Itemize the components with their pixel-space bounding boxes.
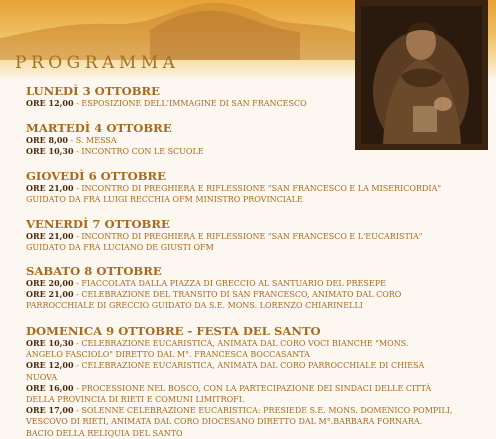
schedule-line [26, 135, 488, 146]
day-block-tuesday [26, 121, 488, 157]
event-text: - CELEBRAZIONE DEL TRANSITO DI SAN FRANCESCO, ANIMATO DAL CORO [73, 290, 402, 300]
event-time: ORE 17,00 [26, 405, 74, 416]
event-text: - INCONTRO CON LE SCUOLE [73, 147, 204, 157]
schedule-line [26, 349, 488, 360]
day-title: SABATO 8 OTTOBRE [26, 264, 162, 278]
schedule-line [26, 428, 488, 439]
schedule-line [26, 278, 488, 289]
event-text: PARROCCHIALE DI GRECCIO GUIDATO DA S.E. MONS. LORENZO CHIARINELLI [26, 301, 363, 311]
event-time: ORE 16,00 [26, 382, 74, 393]
day-block-thursday [26, 169, 488, 205]
event-text: ANGELO FASCIOLO" DIRETTO DAL M°. FRANCESCA BOCCASANTA [26, 350, 310, 360]
event-text: VESCOVO DI RIETI, ANIMATA DAL CORO DIOCESANO DIRETTO DAL M°.BARBARA FORNARA. [26, 417, 423, 427]
event-text: - ESPOSIZIONE DELL'IMMAGINE DI SAN FRANCESCO [73, 99, 307, 108]
event-text: BACIO DELLA RELIQUIA DEL SANTO [26, 428, 183, 438]
event-time: ORE 21,00 [26, 289, 74, 300]
event-text: - S. MESSA [67, 136, 117, 145]
schedule-line [26, 416, 488, 427]
schedule-line [26, 146, 488, 157]
day-title: GIOVEDÌ 6 OTTOBRE [26, 169, 166, 183]
schedule-line [26, 231, 488, 242]
schedule-line [26, 360, 488, 371]
event-text: - CELEBRAZIONE EUCARISTICA, ANIMATA DAL CORO PARROCCHIALE DI CHIESA [73, 361, 425, 371]
schedule-line [26, 372, 488, 383]
day-block-saturday [26, 264, 488, 312]
day-block-friday [26, 217, 488, 253]
event-text: - CELEBRAZIONE EUCARISTICA, ANIMATA DAL CORO VOCI BIANCHE "MONS. [73, 339, 409, 348]
event-time: ORE 12,00 [26, 360, 74, 371]
schedule-line [26, 183, 488, 194]
event-text: - FIACCOLATA DALLA PIAZZA DI GRECCIO AL SANTUARIO DEL PRESEPE [73, 279, 386, 288]
day-block-sunday [26, 324, 488, 439]
schedule-line [26, 194, 488, 205]
schedule-line [26, 394, 488, 405]
day-title: LUNEDÌ 3 OTTOBRE [26, 84, 160, 98]
event-time: ORE 10,30 [26, 146, 74, 157]
event-time: ORE 12,00 [26, 98, 74, 108]
event-text: - INCONTRO DI PREGHIERA E RIFLESSIONE "SAN FRANCESCO E LA MISERICORDIA" [73, 184, 442, 193]
event-time: ORE 21,00 [26, 231, 74, 241]
event-text: GUIDATO DA FRA LUCIANO DE GIUSTI OFM [26, 243, 214, 253]
event-text: - SOLENNE CELEBRAZIONE EUCARISTICA: PRESIEDE S.E. MONS. DOMENICO POMPILI, [73, 406, 453, 416]
event-text: GUIDATO DA FRA LUIGI RECCHIA OFM MINISTRO PROVINCIALE [26, 195, 303, 205]
schedule-line [26, 242, 488, 253]
event-text: DELLA PROVINCIA DI RIETI E COMUNI LIMITROFI. [26, 395, 245, 405]
day-block-monday [26, 84, 488, 109]
event-time: ORE 8,00 [26, 135, 68, 145]
event-text: - PROCESSIONE NEL BOSCO, CON LA PARTECIPAZIONE DEI SINDACI DELLE CITTÀ [73, 383, 432, 393]
day-title: MARTEDÌ 4 OTTOBRE [26, 121, 172, 135]
schedule-line [26, 300, 488, 311]
schedule-line [26, 405, 488, 416]
event-text: - INCONTRO DI PREGHIERA E RIFLESSIONE "SAN FRANCESCO E L'EUCARISTIA" [73, 232, 423, 241]
schedule-line [26, 98, 488, 109]
event-time: ORE 21,00 [26, 183, 74, 193]
schedule-line [26, 289, 488, 300]
programme-heading: PROGRAMMA [15, 53, 180, 73]
day-title: VENERDÌ 7 OTTOBRE [26, 217, 170, 231]
event-text: NUOVA [26, 372, 58, 382]
mountain-illustration [0, 0, 360, 60]
day-title: DOMENICA 9 OTTOBRE - FESTA DEL SANTO [26, 324, 321, 338]
schedule-line [26, 338, 488, 349]
event-time: ORE 20,00 [26, 278, 74, 288]
event-time: ORE 10,30 [26, 338, 74, 348]
schedule-line [26, 383, 488, 394]
